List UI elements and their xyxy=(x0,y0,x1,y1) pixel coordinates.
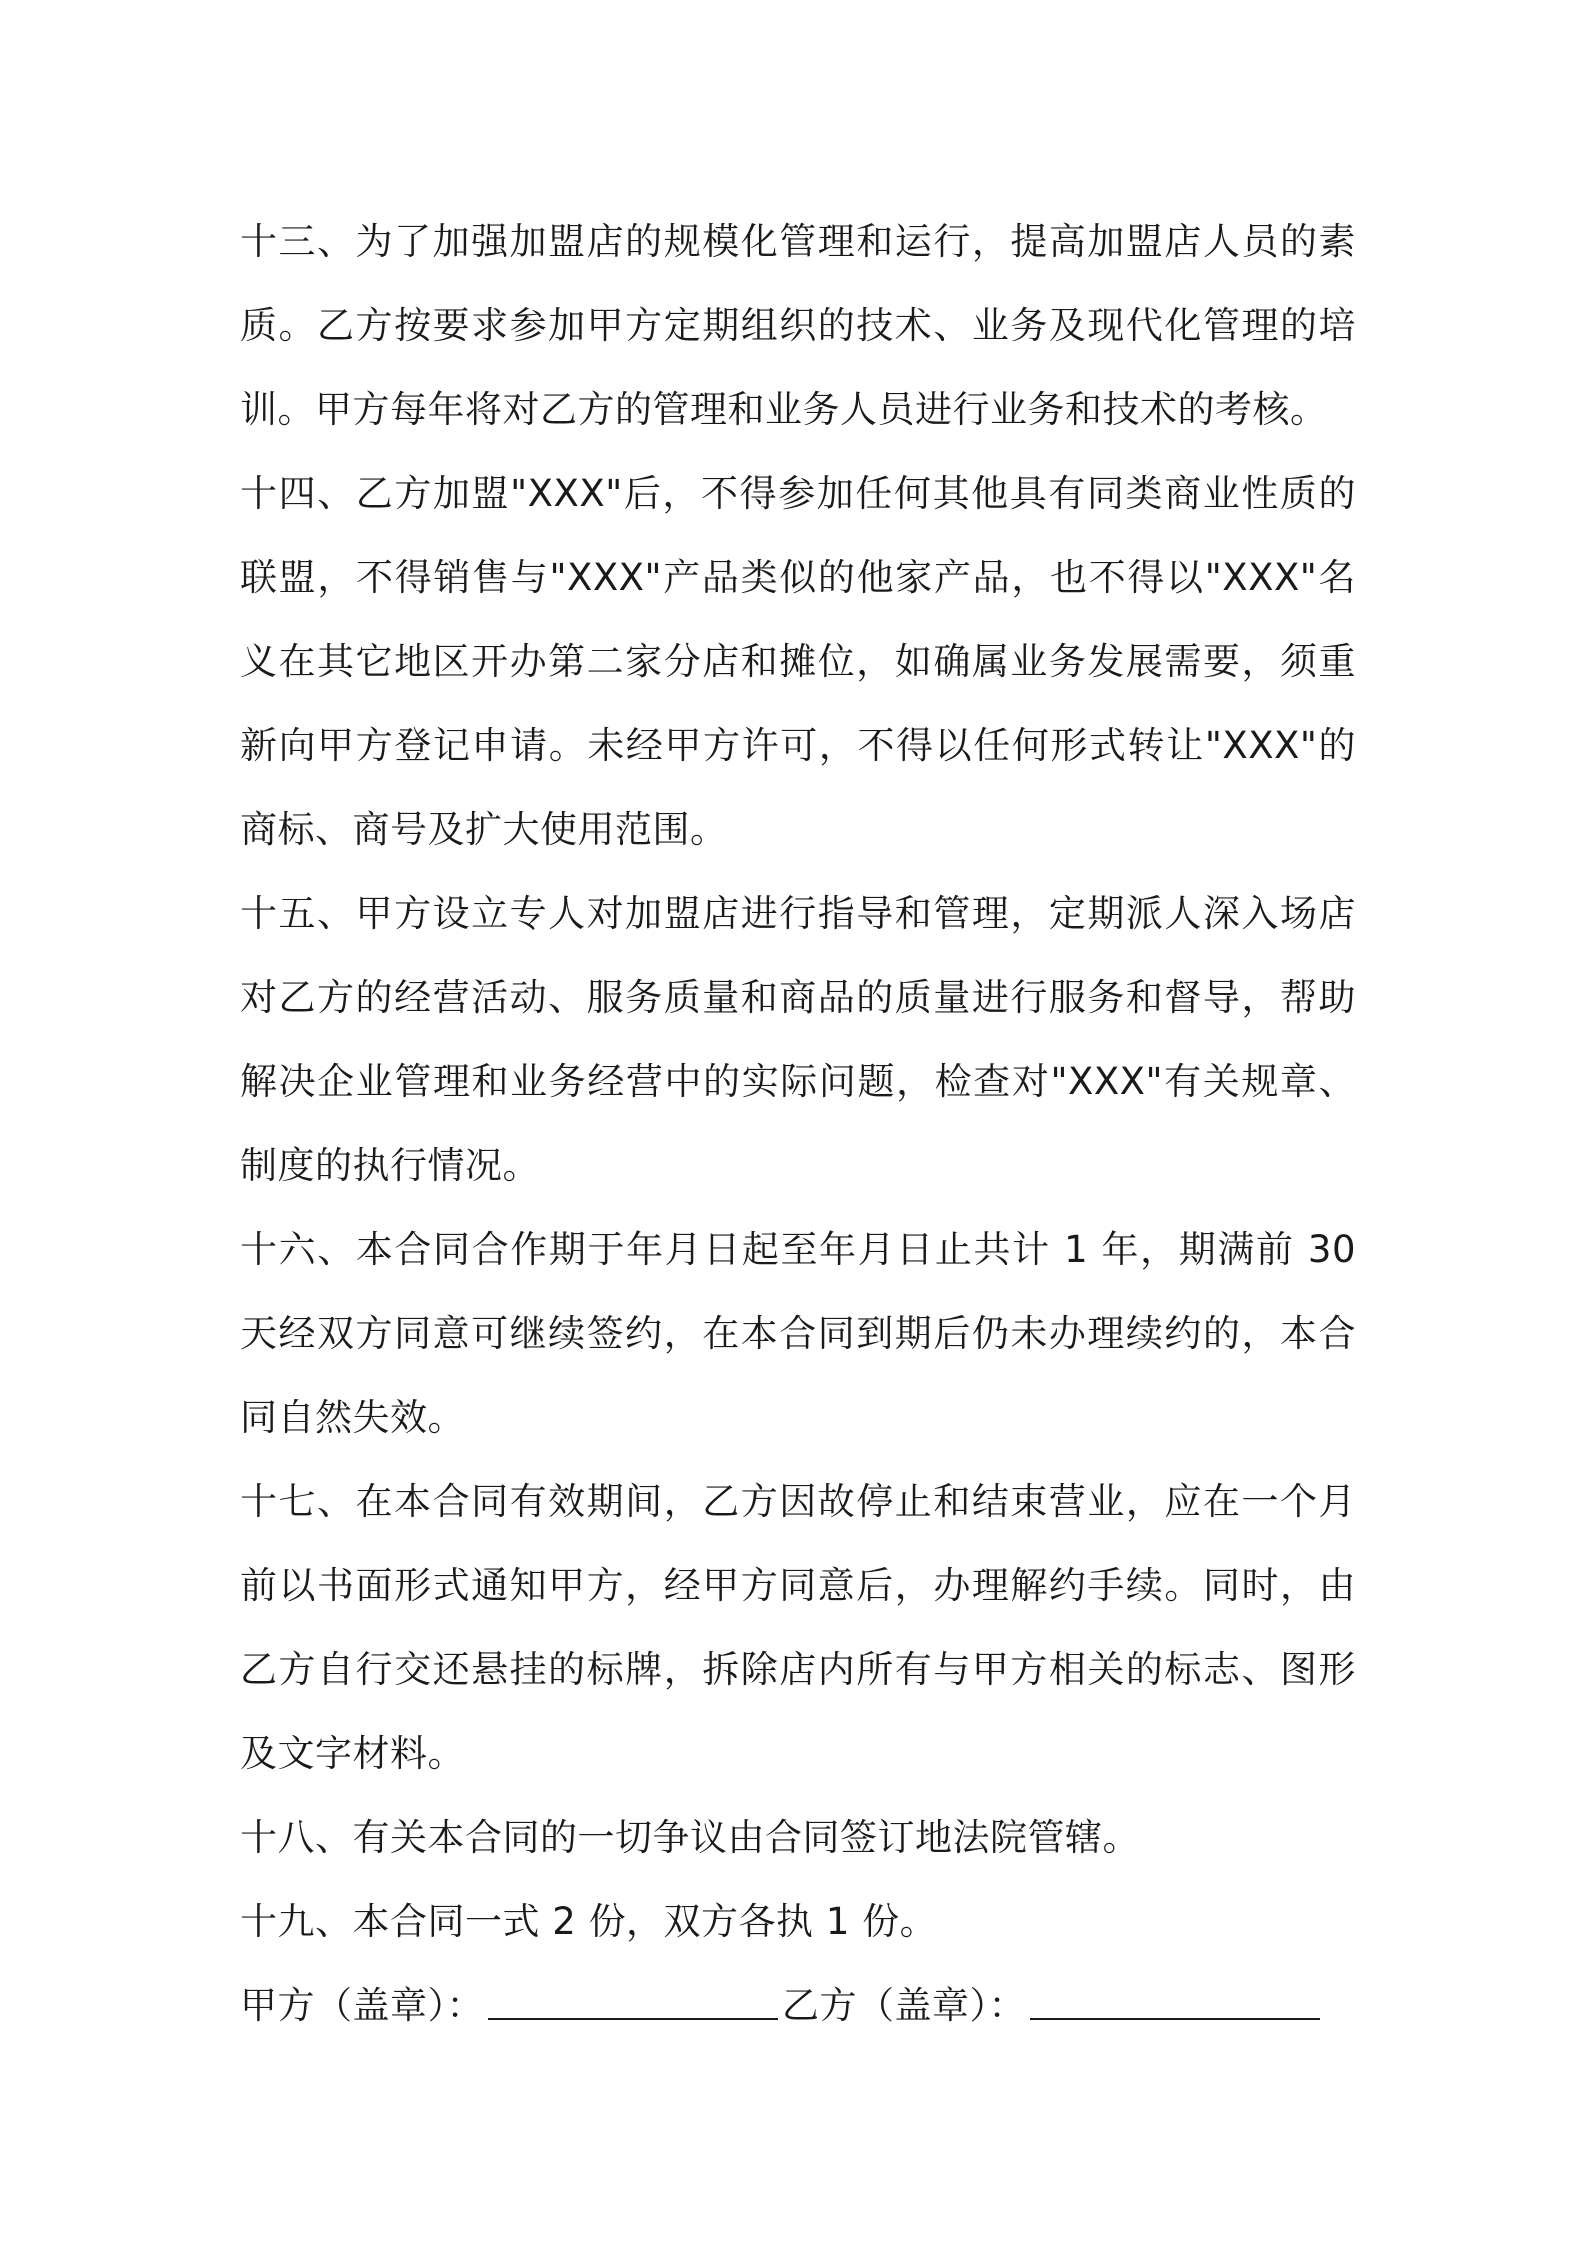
clause-17: 十七、在本合同有效期间，乙方因故停止和结束营业，应在一个月前以书面形式通知甲方，经甲方同意后，办理解约手续。同时，由乙方自行交还悬挂的标牌，拆除店内所有与甲方相关的标志、图形及文字材料。 xyxy=(240,1480,1356,1775)
party-b-seal-blank xyxy=(1030,1986,1320,2020)
clause-13: 十三、为了加强加盟店的规模化管理和运行，提高加盟店人员的素质。乙方按要求参加甲方定期组织的技术、业务及现代化管理的培训。甲方每年将对乙方的管理和业务人员进行业务和技术的考核。 xyxy=(240,220,1356,431)
party-a-seal-label: 甲方（盖章）： xyxy=(240,1984,484,2027)
party-b-seal-label: 乙方（盖章）： xyxy=(782,1984,1026,2027)
party-a-seal-blank xyxy=(488,1986,778,2020)
clause-14: 十四、乙方加盟"XXX"后，不得参加任何其他具有同类商业性质的联盟，不得销售与"XXX"产品类似的他家产品，也不得以"XXX"名义在其它地区开办第二家分店和摊位，如确属业务发展需要，须重新向甲方登记申请。未经甲方许可，不得以任何形式转让"XXX"的商标、商号及扩大使用范围。 xyxy=(240,472,1356,851)
clause-16: 十六、本合同合作期于年月日起至年月日止共计 1 年，期满前 30 天经双方同意可继续签约，在本合同到期后仍未办理续约的，本合同自然失效。 xyxy=(240,1228,1356,1439)
clause-15: 十五、甲方设立专人对加盟店进行指导和管理，定期派人深入场店对乙方的经营活动、服务质量和商品的质量进行服务和督导，帮助解决企业管理和业务经营中的实际问题，检查对"XXX"有关规章、制度的执行情况。 xyxy=(240,892,1356,1187)
clause-19: 十九、本合同一式 2 份，双方各执 1 份。 xyxy=(240,1900,938,1943)
clause-18: 十八、有关本合同的一切争议由合同签订地法院管辖。 xyxy=(240,1816,1140,1859)
signature-row xyxy=(240,1964,1356,2048)
